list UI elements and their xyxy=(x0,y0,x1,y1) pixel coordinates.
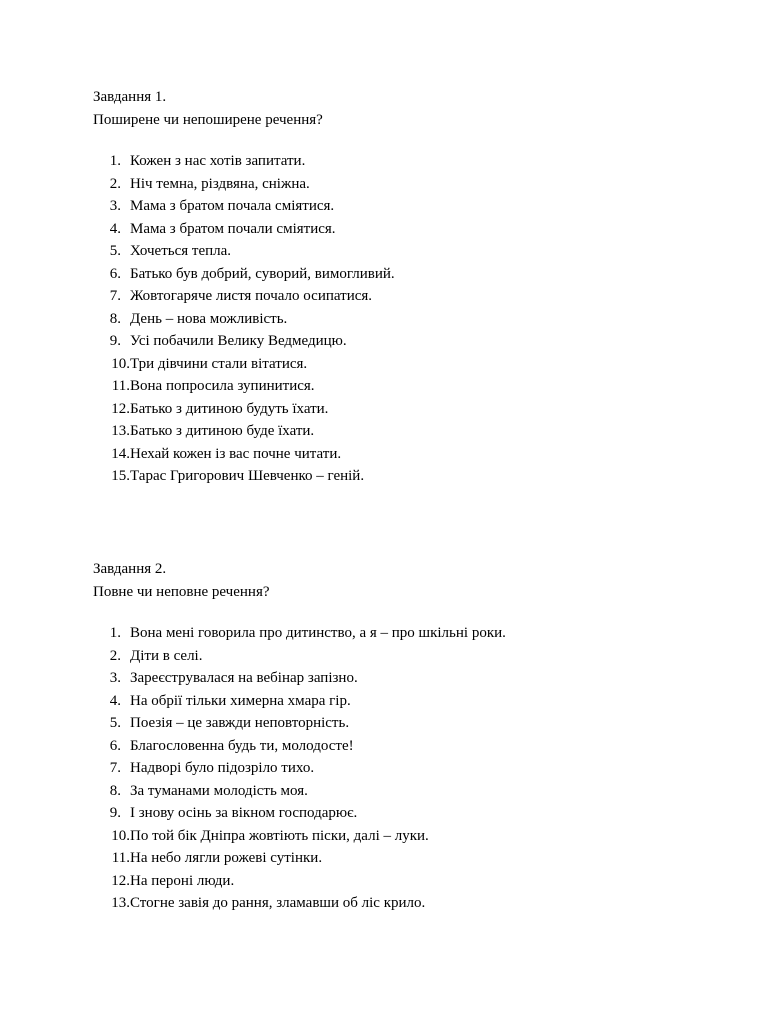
item-number: 11. xyxy=(111,850,130,866)
item-text: Тарас Григорович Шевченко – геній. xyxy=(130,468,365,484)
item-text: Ніч темна, різдвяна, сніжна. xyxy=(130,175,310,192)
item-text: Три дівчини стали вітатися. xyxy=(130,355,308,372)
item-text: Мама з братом почала сміятися. xyxy=(130,198,335,214)
item-number: 7. xyxy=(109,288,121,304)
list-item xyxy=(93,375,713,398)
task-2-question: Повне чи неповне речення? xyxy=(93,583,270,600)
list-item xyxy=(93,780,713,803)
item-number: 4. xyxy=(109,220,121,237)
list-item xyxy=(93,285,713,308)
item-number: 8. xyxy=(109,310,121,327)
item-number: 1. xyxy=(109,625,121,641)
list-item xyxy=(93,420,713,443)
item-number: 1. xyxy=(109,153,121,169)
item-text: Стогне завія до рання, зламавши об ліс крило. xyxy=(130,895,426,911)
list-item xyxy=(93,218,713,241)
list-item xyxy=(93,263,713,286)
task-2-section xyxy=(93,558,713,915)
item-text: Жовтогаряче листя почало осипатися. xyxy=(130,288,373,304)
list-item xyxy=(93,892,713,915)
item-text: І знову осінь за вікном господарює. xyxy=(130,805,358,821)
list-item xyxy=(93,150,713,173)
item-number: 5. xyxy=(109,715,121,731)
list-item xyxy=(93,690,713,713)
list-item xyxy=(93,645,713,668)
item-text: Вона попросила зупинитися. xyxy=(130,378,315,394)
list-item xyxy=(93,802,713,825)
task-2-list xyxy=(93,622,713,915)
item-text: Хочеться тепла. xyxy=(130,243,232,259)
item-text: За туманами молодість моя. xyxy=(130,782,308,799)
list-item xyxy=(93,173,713,196)
item-number: 12. xyxy=(111,872,130,889)
list-item xyxy=(93,847,713,870)
list-item xyxy=(93,712,713,735)
list-item xyxy=(93,240,713,263)
list-item xyxy=(93,330,713,353)
task-2-title: Завдання 2. xyxy=(93,561,167,577)
item-text: Батько був добрий, суворий, вимогливий. xyxy=(130,265,395,282)
item-text: Кожен з нас хотів запитати. xyxy=(130,153,306,169)
item-number: 8. xyxy=(109,782,121,799)
item-text: Благословенна будь ти, молодосте! xyxy=(130,737,354,754)
item-text: Діти в селі. xyxy=(130,647,203,664)
item-number: 12. xyxy=(111,400,130,417)
list-item xyxy=(93,465,713,488)
task-1-section xyxy=(93,86,713,488)
list-item xyxy=(93,195,713,218)
list-item xyxy=(93,622,713,645)
list-item xyxy=(93,735,713,758)
list-item xyxy=(93,825,713,848)
item-number: 5. xyxy=(109,243,121,259)
task-1-list xyxy=(93,150,713,488)
item-text: Надворі було підозріло тихо. xyxy=(130,760,315,776)
item-text: Батько з дитиною буде їхати. xyxy=(130,423,315,439)
item-number: 2. xyxy=(109,647,121,664)
item-text: Нехай кожен із вас почне читати. xyxy=(130,445,342,462)
item-text: На обрії тільки химерна хмара гір. xyxy=(130,692,351,709)
list-item xyxy=(93,353,713,376)
task-1-question: Поширене чи непоширене речення? xyxy=(93,111,323,128)
list-item xyxy=(93,308,713,331)
item-text: Батько з дитиною будуть їхати. xyxy=(130,400,329,417)
item-text: День – нова можливість. xyxy=(130,310,288,327)
list-item xyxy=(93,667,713,690)
item-number: 3. xyxy=(109,198,121,214)
item-number: 9. xyxy=(109,333,121,349)
item-text: Поезія – це завжди неповторність. xyxy=(130,715,350,731)
item-number: 15. xyxy=(111,468,130,484)
item-text: Зареєструвалася на вебінар запізно. xyxy=(130,670,358,686)
item-text: На небо лягли рожеві сутінки. xyxy=(130,850,323,866)
item-text: Вона мені говорила про дитинство, а я – про шкільні роки. xyxy=(130,625,506,641)
item-number: 4. xyxy=(109,692,121,709)
list-item xyxy=(93,757,713,780)
item-number: 10. xyxy=(111,355,130,372)
task-1-title: Завдання 1. xyxy=(93,89,167,105)
item-number: 6. xyxy=(109,265,121,282)
list-item xyxy=(93,443,713,466)
item-number: 11. xyxy=(111,378,130,394)
list-item xyxy=(93,870,713,893)
item-number: 13. xyxy=(111,423,130,439)
item-text: По той бік Дніпра жовтіють піски, далі – луки. xyxy=(130,827,429,844)
item-number: 14. xyxy=(111,445,130,462)
item-number: 10. xyxy=(111,827,130,844)
item-number: 13. xyxy=(111,895,130,911)
list-item xyxy=(93,398,713,421)
item-number: 7. xyxy=(109,760,121,776)
item-number: 6. xyxy=(109,737,121,754)
item-text: Усі побачили Велику Ведмедицю. xyxy=(130,333,347,349)
item-text: Мама з братом почали сміятися. xyxy=(130,220,336,237)
item-number: 3. xyxy=(109,670,121,686)
item-number: 2. xyxy=(109,175,121,192)
item-text: На пероні люди. xyxy=(130,872,235,889)
item-number: 9. xyxy=(109,805,121,821)
